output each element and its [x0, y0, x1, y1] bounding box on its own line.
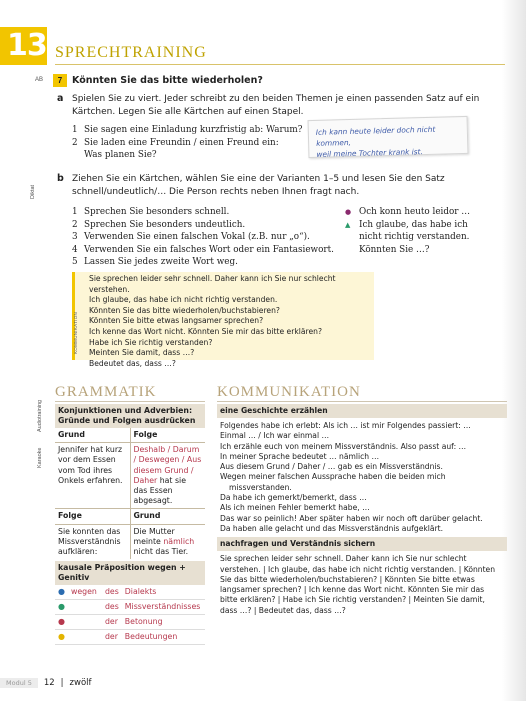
page-footer	[0, 677, 92, 689]
task-b-instruction	[72, 173, 445, 199]
exercise-number: 7	[53, 74, 67, 87]
task-a-instruction-line: Spielen Sie zu viert. Jeder schreibt zu den beiden Themen je einen passenden Satz auf ein	[72, 94, 480, 104]
phrase-line: Bedeutet das, dass …?	[89, 358, 176, 368]
phrase-line: Ich erzähle euch von meinem Missverständnis. Also passt auf: …	[220, 441, 467, 451]
story-phrases	[217, 418, 507, 537]
grammar-heading: GRAMMATIK	[55, 384, 157, 400]
grammar-rule	[55, 401, 205, 402]
table-row: Sie konnten das Missverständnis aufklären: Die Mutter meinte nämlich nicht das Tier.	[55, 524, 205, 559]
phrase-line: Könnten Sie bitte etwas langsamer sprechen?	[89, 316, 264, 326]
list-item: 5 Lassen Sie jedes zweite Wort weg.	[72, 257, 238, 267]
causal-preposition-title: kausale Präposition wegen + Genitiv	[55, 561, 205, 585]
task-a-instruction	[72, 93, 479, 119]
note-line: weil meine Tochter krank ist.	[316, 147, 423, 159]
table-row: ● wegen des Dialekts	[55, 585, 205, 600]
communication-section	[217, 404, 507, 619]
phrase-line: Aus diesem Grund / Daher / … gab es ein Missverständnis.	[220, 462, 443, 472]
clarify-box-title: nachfragen und Verständnis sichern	[217, 537, 507, 551]
communication-heading: KOMMUNIKATION	[217, 384, 361, 400]
phrase-line: Einmal … / Ich war einmal …	[220, 431, 330, 441]
phrase-line: Wegen meiner falschen Aussprache haben die beiden mich missverstanden.	[220, 472, 446, 492]
phrase-line: Da haben alle gelacht und das Missverständnis aufgeklärt.	[220, 523, 444, 533]
dialog-line: Könnten Sie …?	[359, 244, 430, 255]
communication-rule	[217, 401, 507, 402]
table-row: ● der Betonung	[55, 615, 205, 630]
dialog-line: ● Och konn heuto leidor …	[345, 207, 471, 217]
circle-bullet-icon: ●	[345, 208, 352, 216]
list-item: 3 Verwenden Sie einen falschen Vokal (z.B. nur „o“).	[72, 232, 310, 242]
table-row: Folge Grund	[55, 509, 205, 524]
phrase-line: Das war so peinlich! Aber später haben wir noch oft darüber gelacht.	[220, 513, 483, 523]
grammar-box	[55, 404, 205, 645]
phrase-line: Ich glaube, das habe ich nicht richtig verstanden.	[89, 295, 278, 305]
handwritten-note-card	[308, 116, 469, 158]
communication-box	[72, 272, 374, 368]
chapter-number: 13	[0, 27, 47, 65]
list-item: 1 Sie sagen eine Einladung kurzfristig ab: Warum?	[72, 125, 303, 135]
task-a-label: a	[57, 93, 64, 104]
phrase-line: In meiner Sprache bedeutet … nämlich …	[220, 451, 380, 461]
audiotraining-tag: Audiotraining	[37, 399, 43, 432]
section-rule	[55, 64, 505, 65]
grammar-table	[55, 428, 205, 559]
dialog-line: nicht richtig verstanden.	[359, 232, 470, 242]
task-a-instruction-line: Kärtchen. Legen Sie alle Kärtchen auf einen Stapel.	[72, 107, 304, 117]
list-item: 4 Verwenden Sie ein falsches Wort oder ein Fantasiewort.	[72, 244, 334, 255]
footer-separator: |	[60, 678, 64, 688]
diktat-tag: Diktat	[30, 184, 36, 199]
green-dot-icon: ●	[58, 602, 65, 612]
grammar-box-title: Konjunktionen und Adverbien: Gründe und Folgen ausdrücken	[55, 404, 205, 428]
table-row: Grund Folge	[55, 428, 205, 443]
phrase-line: Meinten Sie damit, dass …?	[89, 348, 195, 358]
dialog-line: ▲ Ich glaube, das habe ich	[345, 219, 468, 230]
list-item: 2 Sie laden eine Freundin / einen Freund ein:	[72, 137, 279, 148]
phrase-line: Habe ich Sie richtig verstanden?	[89, 337, 213, 347]
workbook-reference: AB	[35, 77, 44, 83]
phrase-line: Folgendes habe ich erlebt: Als ich … ist mir Folgendes passiert: …	[220, 421, 471, 430]
list-item: 1 Sprechen Sie besonders schnell.	[72, 207, 230, 217]
list-item: 2 Sprechen Sie besonders undeutlich.	[72, 219, 246, 230]
phrase-line: Könnten Sie das bitte wiederholen/buchstabieren?	[89, 305, 280, 315]
phrase-line: Da habe ich gemerkt/bemerkt, dass …	[220, 493, 367, 503]
story-box-title: eine Geschichte erzählen	[217, 404, 507, 418]
list-item: Was planen Sie?	[84, 150, 157, 160]
blue-dot-icon: ●	[58, 587, 65, 597]
dialog-example	[345, 206, 470, 256]
table-row: ● des Missverständnisses	[55, 600, 205, 615]
red-dot-icon: ●	[58, 617, 65, 627]
module-label: Modul 5	[0, 678, 38, 688]
page-number-word: zwölf	[69, 678, 92, 688]
triangle-bullet-icon: ▲	[345, 220, 351, 229]
exercise-title: Könnten Sie das bitte wiederholen?	[72, 75, 263, 86]
causal-preposition-table	[55, 585, 205, 645]
task-b-list	[72, 206, 342, 269]
phrase-line: Sie sprechen leider sehr schnell. Daher kann ich Sie nur schlecht verstehen.	[89, 274, 336, 294]
communication-tag: KOMMUNIKATION	[73, 311, 78, 354]
page-number: 12	[43, 678, 55, 688]
task-a-list	[72, 124, 312, 162]
phrase-line: Ich kenne das Wort nicht. Könnten Sie mir das bitte erklären?	[89, 326, 322, 336]
task-b-label: b	[57, 173, 64, 184]
phrase-line: Als ich meinen Fehler bemerkt habe, …	[220, 503, 370, 513]
table-row: ● der Bedeutungen	[55, 630, 205, 645]
task-b-instruction-line: Ziehen Sie ein Kärtchen, wählen Sie eine der Varianten 1–5 und lesen Sie den Satz	[72, 174, 445, 184]
yellow-dot-icon: ●	[58, 632, 65, 642]
section-title: SPRECHTRAINING	[55, 44, 207, 61]
clarify-phrases: Sie sprechen leider sehr schnell. Daher kann ich Sie nur schlecht verstehen. | Ich glaube, das habe ich nicht richtig verstanden. | Könnten Sie das bitte wiederholen/buchstabieren? | Könnten Sie bitte etwas langsamer sprechen? | Ich kenne das Wort nicht. Könnten Sie mir das bitte erklären? | Habe ich Sie richtig verstanden? | Meinten Sie damit, dass …? | Bedeutet das, dass …?	[220, 554, 496, 615]
table-row: Jennifer hat kurz vor dem Essen vom Tod ihres Onkels erfahren. Deshalb / Darum / Deswegen / Aus diesem Grund / Daher hat sie das Essen abgesagt.	[55, 443, 205, 509]
task-b-instruction-line: schnell/undeutlich/… Die Person rechts neben Ihnen fragt nach.	[72, 187, 360, 197]
karaoke-tag: Karaoke	[37, 447, 43, 468]
note-line: Ich kann heute leider doch nicht kommen,	[315, 124, 436, 148]
